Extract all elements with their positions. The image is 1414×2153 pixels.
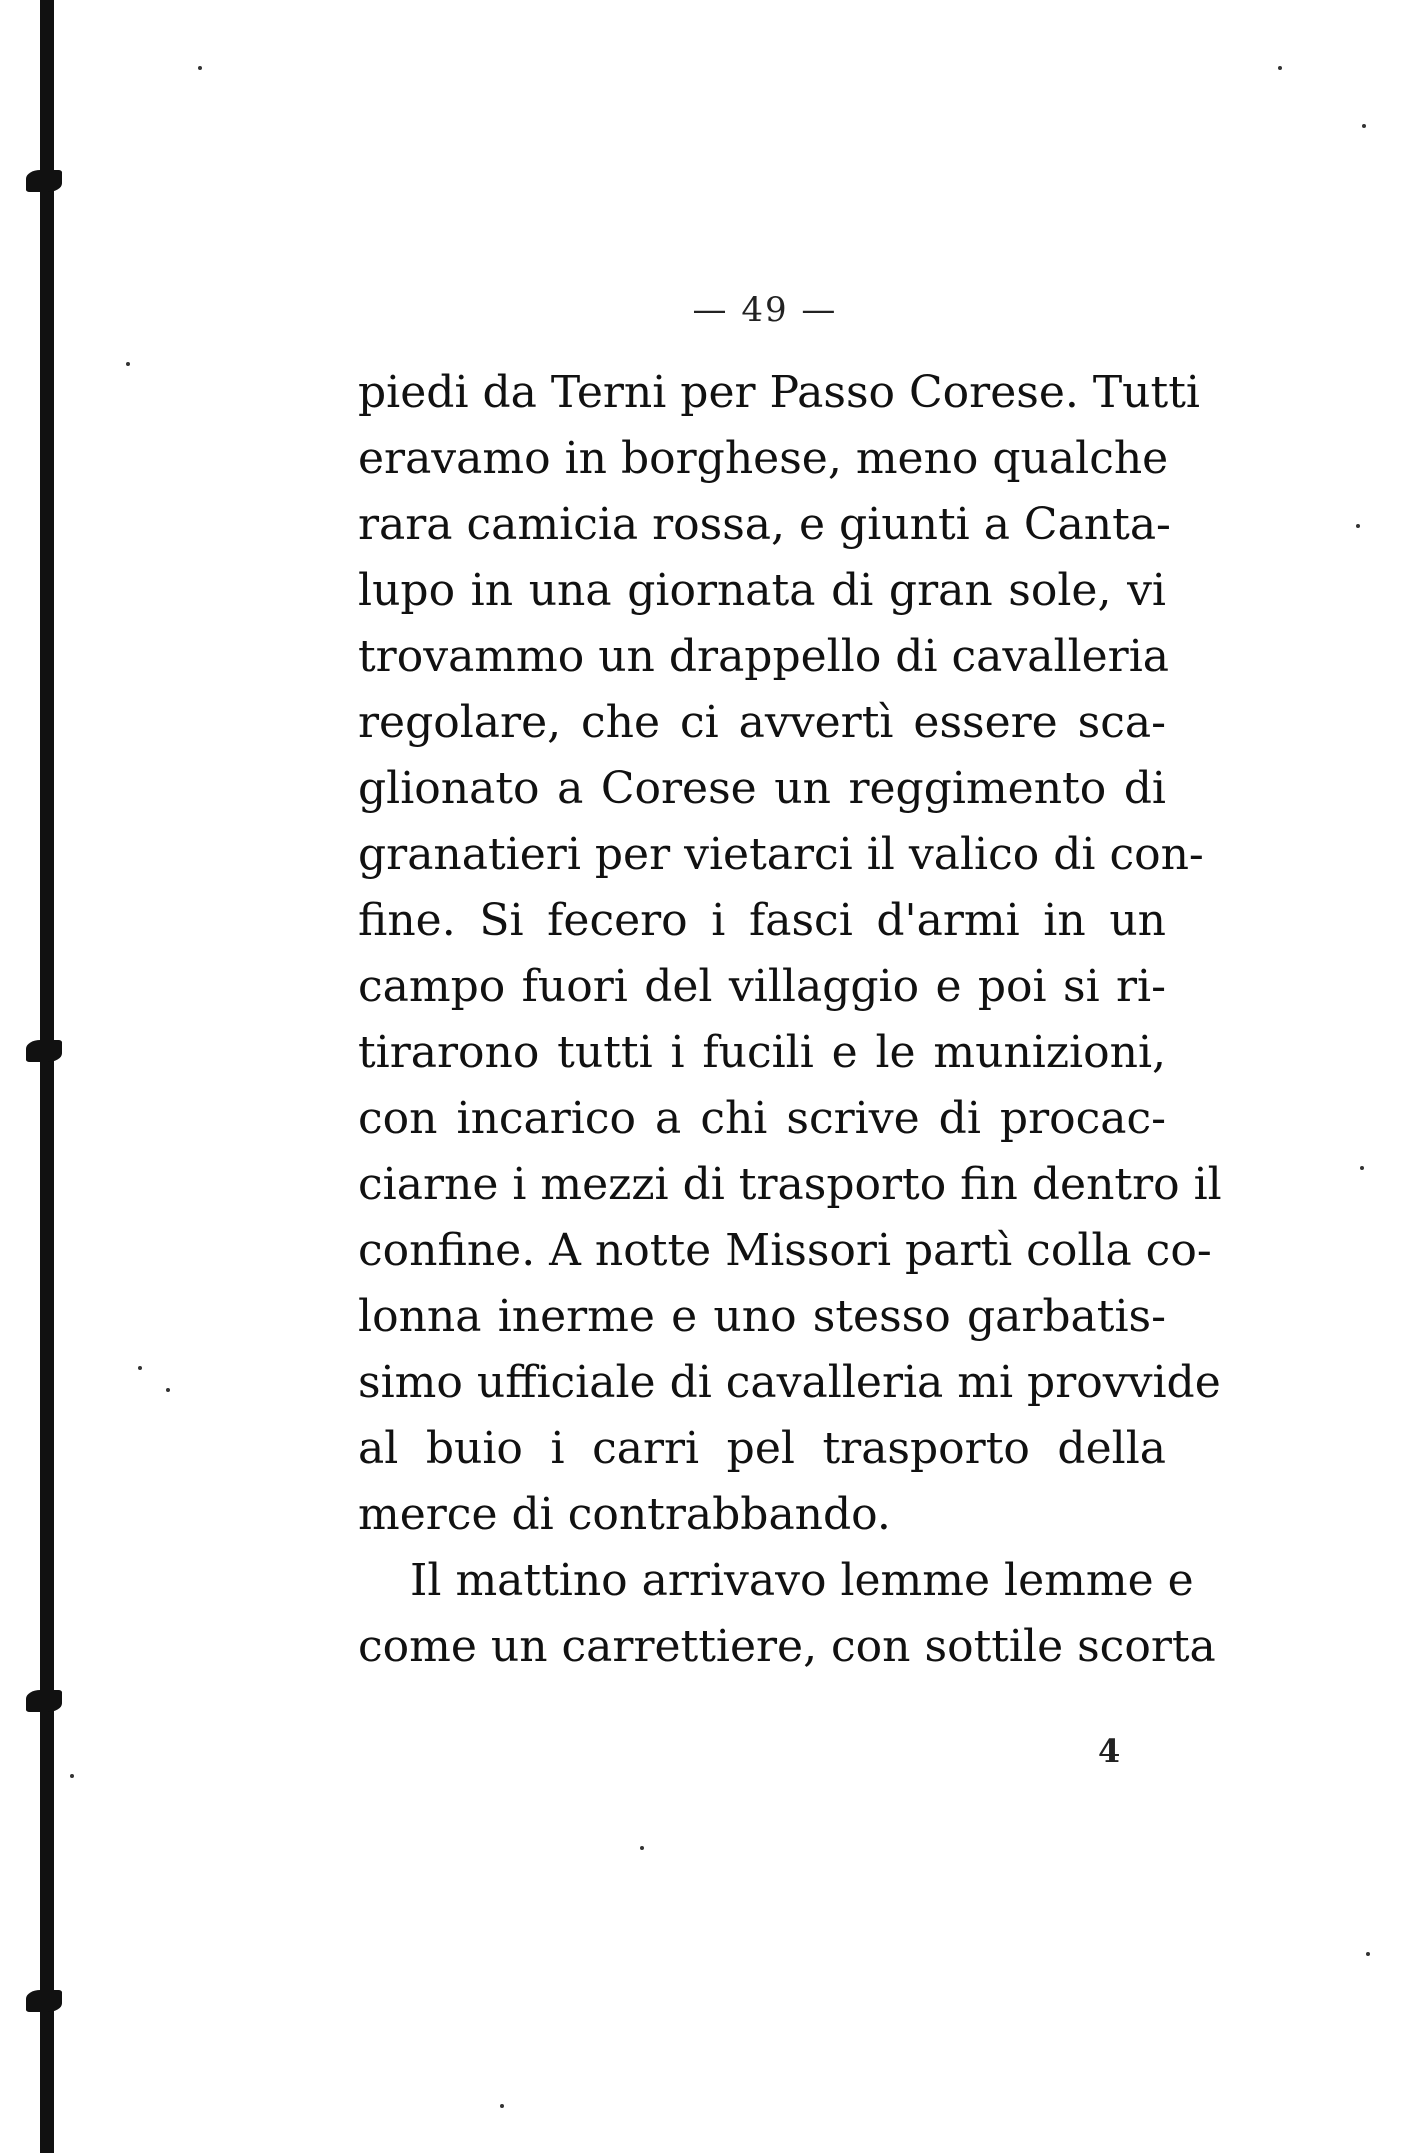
text-line: piedi da Terni per Passo Corese. Tutti	[358, 367, 1200, 418]
scan-speck	[126, 362, 130, 366]
text-line: granatieri per vietarci il valico di con-	[358, 829, 1204, 880]
scan-speck	[640, 1846, 644, 1850]
paragraph-end-line: merce di contrabbando.	[358, 1489, 891, 1540]
text-line: tirarono tutti i fucili e le munizioni,	[358, 1027, 1166, 1078]
binding-notch	[26, 1990, 62, 2012]
paragraph-start-line: Il mattino arrivavo lemme lemme e	[410, 1555, 1194, 1606]
scan-speck	[1360, 1166, 1364, 1170]
binding-notch	[26, 170, 62, 192]
text-line: con incarico a chi scrive di procac-	[358, 1093, 1166, 1144]
binding-edge	[40, 0, 54, 2153]
scan-speck	[1366, 1952, 1370, 1956]
text-line: ciarne i mezzi di trasporto fin dentro il	[358, 1159, 1222, 1210]
body-text	[358, 360, 1222, 1680]
text-line: al buio i carri pel trasporto della	[358, 1423, 1166, 1474]
binding-notch	[26, 1040, 62, 1062]
text-line: fine. Si fecero i fasci d'armi in un	[358, 895, 1166, 946]
text-line: campo fuori del villaggio e poi si ri-	[358, 961, 1166, 1012]
text-line: rara camicia rossa, e giunti a Canta-	[358, 499, 1171, 550]
scan-speck	[1362, 124, 1366, 128]
text-line: eravamo in borghese, meno qualche	[358, 433, 1169, 484]
binding-notch	[26, 1690, 62, 1712]
scan-speck	[138, 1366, 142, 1370]
scan-speck	[70, 1774, 74, 1778]
scan-speck	[500, 2104, 504, 2108]
text-line: lupo in una giornata di gran sole, vi	[358, 565, 1166, 616]
scan-speck	[1278, 66, 1282, 70]
text-line: trovammo un drappello di cavalleria	[358, 631, 1170, 682]
text-line: regolare, che ci avvertì essere sca-	[358, 697, 1166, 748]
text-line: come un carrettiere, con sottile scorta	[358, 1621, 1216, 1672]
page-number: — 49 —	[692, 290, 838, 330]
text-line: confine. A notte Missori partì colla co-	[358, 1225, 1212, 1276]
signature-mark: 4	[1098, 1732, 1121, 1770]
text-line: glionato a Corese un reggimento di	[358, 763, 1166, 814]
scan-speck	[1356, 524, 1360, 528]
scan-speck	[166, 1388, 170, 1392]
text-line: simo ufficiale di cavalleria mi provvide	[358, 1357, 1221, 1408]
scan-speck	[198, 66, 202, 70]
text-line: lonna inerme e uno stesso garbatis-	[358, 1291, 1166, 1342]
